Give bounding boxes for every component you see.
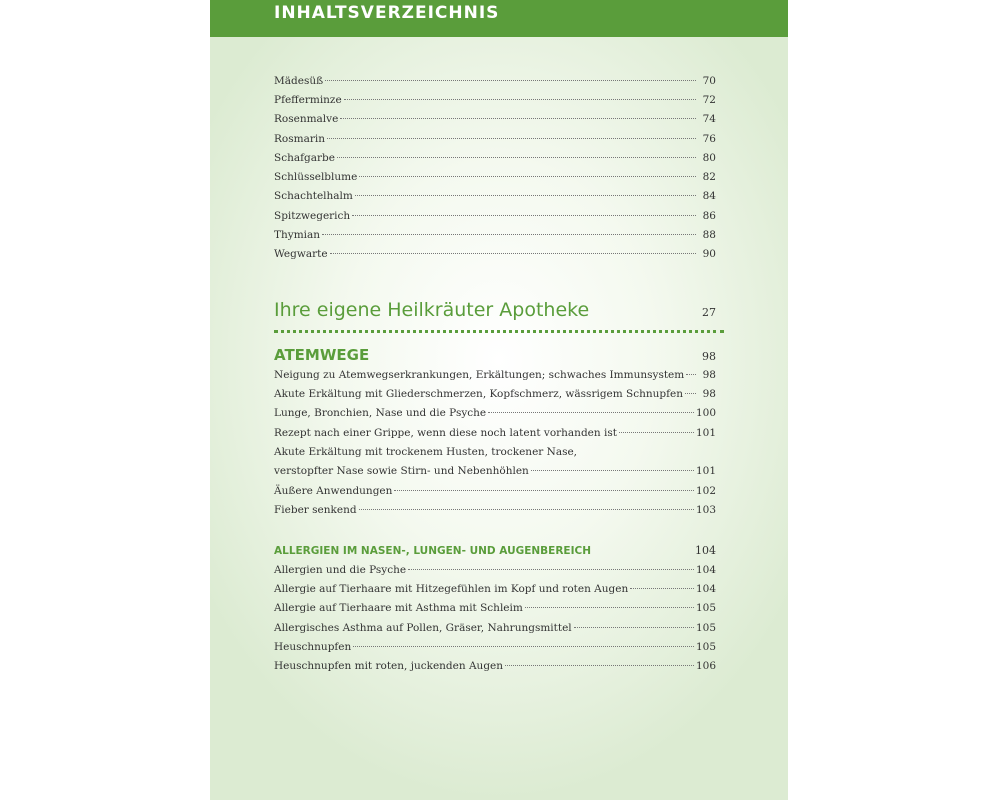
toc-entry-page: 105 — [695, 641, 716, 653]
toc-entry-page: 100 — [695, 407, 716, 419]
page-title: INHALTSVERZEICHNIS — [274, 3, 500, 23]
leader-dots — [531, 469, 694, 471]
toc-entry[interactable] — [274, 171, 716, 183]
toc-entry-label: Allergien und die Psyche — [274, 564, 407, 576]
toc-entry[interactable] — [274, 564, 716, 576]
leader-dots — [327, 137, 696, 139]
toc-entry-label: Äußere Anwendungen — [274, 485, 393, 497]
toc-entry-page: 98 — [702, 388, 716, 400]
toc-entry[interactable] — [274, 133, 716, 145]
leader-dots — [330, 252, 696, 254]
leader-dots — [408, 568, 694, 570]
toc-entry-label: Schachtelhalm — [274, 190, 353, 202]
leader-dots — [325, 79, 696, 81]
toc-entry[interactable] — [274, 388, 716, 400]
toc-entry-page: 84 — [702, 190, 716, 202]
toc-entry-label: Akute Erkältung mit Gliederschmerzen, Kopfschmerz, wässrigem Schnupfen — [274, 388, 683, 400]
toc-entry-label: Schlüsselblume — [274, 171, 358, 183]
leader-dots — [337, 156, 696, 158]
leader-dots — [355, 194, 696, 196]
toc-entry-label: Rosenmalve — [274, 113, 339, 125]
toc-entry-label: Rosmarin — [274, 133, 325, 145]
leader-dots — [686, 373, 696, 375]
toc-entry-page: 72 — [702, 94, 716, 106]
toc-entry-label-line1: Akute Erkältung mit trockenem Husten, trockener Nase, — [274, 446, 578, 458]
section-page: 27 — [702, 306, 716, 319]
toc-entry-label: verstopfter Nase sowie Stirn- und Nebenhöhlen — [274, 465, 529, 477]
leader-dots — [353, 645, 694, 647]
leader-dots — [340, 117, 696, 119]
toc-entry-page: 98 — [702, 369, 716, 381]
toc-entry[interactable] — [274, 113, 716, 125]
toc-entry-page: 105 — [695, 602, 716, 614]
subsection-allergien[interactable] — [274, 544, 716, 557]
toc-entry-page: 106 — [695, 660, 716, 672]
subsection-title: ALLERGIEN IM NASEN-, LUNGEN- UND AUGENBEREICH — [274, 545, 592, 557]
leader-dots — [619, 431, 694, 433]
toc-entry[interactable] — [274, 602, 716, 614]
toc-entry[interactable] — [274, 94, 716, 106]
toc-entry-page: 76 — [702, 133, 716, 145]
dotted-divider — [274, 330, 724, 333]
toc-entry-page: 101 — [695, 465, 716, 477]
toc-entry[interactable] — [274, 622, 716, 634]
toc-entry[interactable] — [274, 583, 716, 595]
toc-entry-label: Wegwarte — [274, 248, 328, 260]
toc-entry[interactable] — [274, 75, 716, 87]
toc-entry-label: Lunge, Bronchien, Nase und die Psyche — [274, 407, 487, 419]
toc-entry-label: Thymian — [274, 229, 321, 241]
toc-entry-label: Rezept nach einer Grippe, wenn diese noch latent vorhanden ist — [274, 427, 617, 439]
toc-entry-page: 103 — [695, 504, 716, 516]
toc-entry-label: Heuschnupfen — [274, 641, 352, 653]
toc-entry-label: Allergisches Asthma auf Pollen, Gräser, Nahrungsmittel — [274, 622, 572, 634]
toc-entry-label: Neigung zu Atemwegserkrankungen, Erkältungen; schwaches Immunsystem — [274, 369, 685, 381]
toc-entry[interactable] — [274, 369, 716, 381]
toc-entry-page: 74 — [702, 113, 716, 125]
toc-entry[interactable] — [274, 465, 716, 477]
toc-entry[interactable] — [274, 641, 716, 653]
leader-dots — [359, 175, 696, 177]
toc-entry-label: Schafgarbe — [274, 152, 335, 164]
toc-entry[interactable] — [274, 427, 716, 439]
toc-entry[interactable] — [274, 210, 716, 222]
toc-entry[interactable] — [274, 407, 716, 419]
toc-entry[interactable] — [274, 248, 716, 260]
toc-entry-page: 80 — [702, 152, 716, 164]
leader-dots — [505, 664, 694, 666]
section-heading[interactable] — [274, 299, 724, 321]
toc-entry[interactable] — [274, 504, 716, 516]
leader-dots — [359, 508, 694, 510]
toc-entry-page: 88 — [702, 229, 716, 241]
toc-entry-label: Allergie auf Tierhaare mit Asthma mit Schleim — [274, 602, 523, 614]
section-title: Ihre eigene Heilkräuter Apotheke — [274, 299, 590, 321]
toc-entry-page: 105 — [695, 622, 716, 634]
leader-dots — [344, 98, 696, 100]
book-page — [210, 0, 788, 800]
leader-dots — [352, 214, 696, 216]
leader-dots — [685, 392, 696, 394]
leader-dots — [574, 626, 694, 628]
toc-entry-label: Heuschnupfen mit roten, juckenden Augen — [274, 660, 504, 672]
toc-entry-page: 104 — [695, 564, 716, 576]
subsection-page: 98 — [702, 350, 716, 363]
toc-entry-page: 104 — [695, 583, 716, 595]
toc-entry[interactable] — [274, 152, 716, 164]
leader-dots — [394, 489, 694, 491]
toc-entry-page: 101 — [695, 427, 716, 439]
toc-entry-label: Pfefferminze — [274, 94, 342, 106]
subsection-atemwege[interactable] — [274, 346, 716, 364]
leader-dots — [322, 233, 696, 235]
toc-entry-page: 102 — [695, 485, 716, 497]
toc-entry[interactable] — [274, 229, 716, 241]
leader-dots — [488, 411, 694, 413]
page-header — [210, 0, 788, 37]
toc-entry-page: 82 — [702, 171, 716, 183]
toc-entry[interactable] — [274, 190, 716, 202]
toc-entry[interactable] — [274, 485, 716, 497]
leader-dots — [630, 587, 694, 589]
subsection-page: 104 — [695, 544, 716, 557]
toc-entry-page: 70 — [702, 75, 716, 87]
toc-entry[interactable] — [274, 660, 716, 672]
subsection-title: ATEMWEGE — [274, 346, 370, 364]
toc-entry-label: Mädesüß — [274, 75, 324, 87]
toc-entry-page: 86 — [702, 210, 716, 222]
toc-entry-label: Fieber senkend — [274, 504, 357, 516]
leader-dots — [525, 606, 694, 608]
toc-entry-label: Allergie auf Tierhaare mit Hitzegefühlen im Kopf und roten Augen — [274, 583, 629, 595]
toc-entry-page: 90 — [702, 248, 716, 260]
toc-entry-label: Spitzwegerich — [274, 210, 351, 222]
